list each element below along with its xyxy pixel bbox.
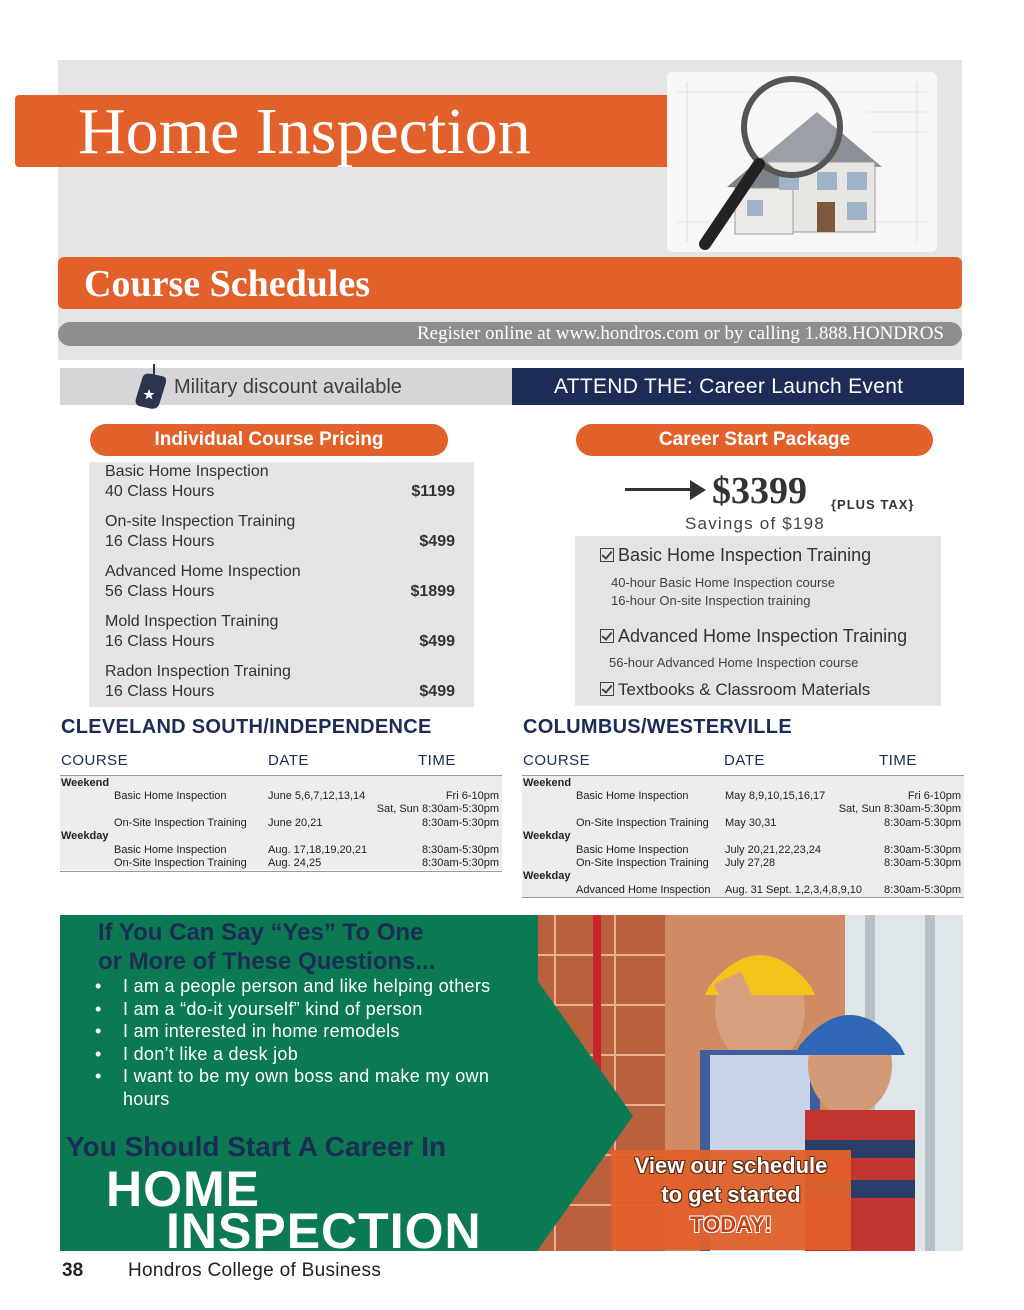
arrow-head-icon — [690, 480, 706, 500]
price-item — [105, 662, 455, 702]
group-label: Weekend — [61, 777, 110, 789]
course-hours: 16 Class Hours — [105, 533, 215, 550]
publisher-name: Hondros College of Business — [128, 1260, 382, 1281]
list-item: • I want to be my own boss and make my own hours — [92, 1065, 512, 1110]
dog-tag-icon — [132, 362, 168, 410]
course-name: On-site Inspection Training — [105, 513, 296, 530]
divider — [60, 775, 502, 776]
schedule-date: May 30,31 — [725, 817, 777, 829]
checkbox-icon — [600, 548, 614, 562]
cta-line3[interactable]: TODAY! — [690, 1212, 772, 1237]
schedule-date: July 20,21,22,23,24 — [725, 844, 822, 856]
schedule-date: July 27,28 — [725, 857, 776, 869]
divider — [522, 775, 964, 776]
schedule-course: On-Site Inspection Training — [576, 857, 709, 869]
course-hours: 16 Class Hours — [105, 633, 215, 650]
schedule-course: On-Site Inspection Training — [114, 857, 247, 869]
price-item — [105, 462, 455, 502]
military-discount-text: Military discount available — [174, 376, 402, 398]
schedule-time: 8:30am-5:30pm — [421, 817, 499, 829]
schedule-time: Fri 6-10pm — [907, 790, 961, 802]
column-date: DATE — [268, 752, 309, 769]
big-inspection-text: INSPECTION — [166, 1203, 482, 1259]
big-home-text: HOME — [106, 1161, 260, 1217]
group-label: Weekday — [523, 870, 571, 882]
columbus-title: COLUMBUS/WESTERVILLE — [523, 716, 792, 738]
list-item: • I am a people person and like helping others — [92, 975, 512, 998]
price-item — [105, 562, 455, 602]
package-detail: 16-hour On-site Inspection training — [611, 593, 811, 608]
page-number: 38 — [62, 1260, 84, 1281]
arrow-icon — [625, 488, 697, 491]
package-item-label: Advanced Home Inspection Training — [618, 626, 908, 646]
schedule-time: 8:30am-5:30pm — [883, 817, 961, 829]
schedule-time: 8:30am-5:30pm — [883, 857, 961, 869]
course-price: $499 — [419, 683, 455, 700]
questions-title-line1: If You Can Say “Yes” To One — [98, 919, 424, 946]
group-label: Weekend — [523, 777, 572, 789]
course-name: Radon Inspection Training — [105, 663, 291, 680]
attend-event-text[interactable]: ATTEND THE: Career Launch Event — [554, 375, 904, 398]
package-item — [600, 680, 870, 700]
course-price: $499 — [419, 533, 455, 550]
cleveland-title: CLEVELAND SOUTH/INDEPENDENCE — [61, 716, 432, 738]
schedule-course: Advanced Home Inspection — [576, 884, 711, 896]
questions-list — [92, 975, 512, 1110]
price-item — [105, 612, 455, 652]
checkbox-icon — [600, 629, 614, 643]
price-item — [105, 512, 455, 552]
house-magnifier-image — [667, 72, 937, 252]
package-item — [600, 545, 871, 566]
schedule-date: June 20,21 — [268, 817, 323, 829]
savings-text: Savings of $198 — [685, 514, 825, 533]
column-date: DATE — [724, 752, 765, 769]
course-hours: 56 Class Hours — [105, 583, 215, 600]
schedule-date: May 8,9,10,15,16,17 — [725, 790, 826, 802]
schedule-time: 8:30am-5:30pm — [421, 844, 499, 856]
package-price: $3399 — [712, 470, 807, 512]
column-time: TIME — [879, 752, 917, 769]
schedule-course: On-Site Inspection Training — [114, 817, 247, 829]
schedule-date: Aug. 31 Sept. 1,2,3,4,8,9,10 — [725, 884, 862, 896]
course-hours: 40 Class Hours — [105, 483, 215, 500]
plus-tax-label: {PLUS TAX} — [831, 497, 915, 512]
schedule-date: Aug. 24,25 — [268, 857, 322, 869]
cta-line1[interactable]: View our schedule — [634, 1153, 828, 1178]
schedule-course: On-Site Inspection Training — [576, 817, 709, 829]
column-time: TIME — [418, 752, 456, 769]
course-hours: 16 Class Hours — [105, 683, 215, 700]
individual-pricing-heading: Individual Course Pricing — [90, 424, 448, 456]
register-text: Register online at www.hondros.com or by calling 1.888.HONDROS — [416, 323, 944, 344]
list-item: • I am interested in home remodels — [92, 1020, 512, 1043]
section-title: Course Schedules — [84, 263, 371, 305]
course-price: $1199 — [411, 483, 455, 500]
course-price: $1899 — [410, 583, 455, 600]
package-detail: 40-hour Basic Home Inspection course — [611, 575, 836, 590]
list-item: • I don’t like a desk job — [92, 1043, 512, 1066]
schedule-time: 8:30am-5:30pm — [883, 844, 961, 856]
course-price: $499 — [419, 633, 455, 650]
schedule-time: Fri 6-10pm — [445, 790, 499, 802]
schedule-time: 8:30am-5:30pm — [421, 857, 499, 869]
schedule-course: Basic Home Inspection — [114, 844, 227, 856]
column-course: COURSE — [523, 752, 591, 769]
course-name: Mold Inspection Training — [105, 613, 279, 630]
schedule-time: Sat, Sun 8:30am-5:30pm — [838, 803, 961, 815]
schedule-time: 8:30am-5:30pm — [883, 884, 961, 896]
column-course: COURSE — [61, 752, 129, 769]
schedule-time: Sat, Sun 8:30am-5:30pm — [376, 803, 499, 815]
package-item — [600, 626, 907, 647]
page-title: Home Inspection — [78, 95, 531, 168]
package-item-label: Basic Home Inspection Training — [618, 545, 872, 565]
package-detail: 56-hour Advanced Home Inspection course — [609, 655, 859, 670]
schedule-date: Aug. 17,18,19,20,21 — [268, 844, 368, 856]
schedule-course: Basic Home Inspection — [576, 844, 689, 856]
package-item-label: Textbooks & Classroom Materials — [618, 680, 871, 699]
career-package-heading: Career Start Package — [576, 424, 933, 456]
schedule-course: Basic Home Inspection — [114, 790, 227, 802]
schedule-course: Basic Home Inspection — [576, 790, 689, 802]
group-label: Weekday — [61, 830, 109, 842]
list-item: • I am a “do-it yourself” kind of person — [92, 998, 512, 1021]
course-name: Basic Home Inspection — [105, 463, 269, 480]
group-label: Weekday — [523, 830, 571, 842]
course-name: Advanced Home Inspection — [105, 563, 301, 580]
questions-title-line2: or More of These Questions... — [98, 948, 436, 975]
checkbox-icon — [600, 682, 614, 696]
schedule-date: June 5,6,7,12,13,14 — [268, 790, 366, 802]
divider — [60, 871, 502, 872]
cta-line2[interactable]: to get started — [661, 1182, 801, 1207]
divider — [522, 897, 964, 898]
start-career-heading: You Should Start A Career In — [66, 1131, 447, 1162]
